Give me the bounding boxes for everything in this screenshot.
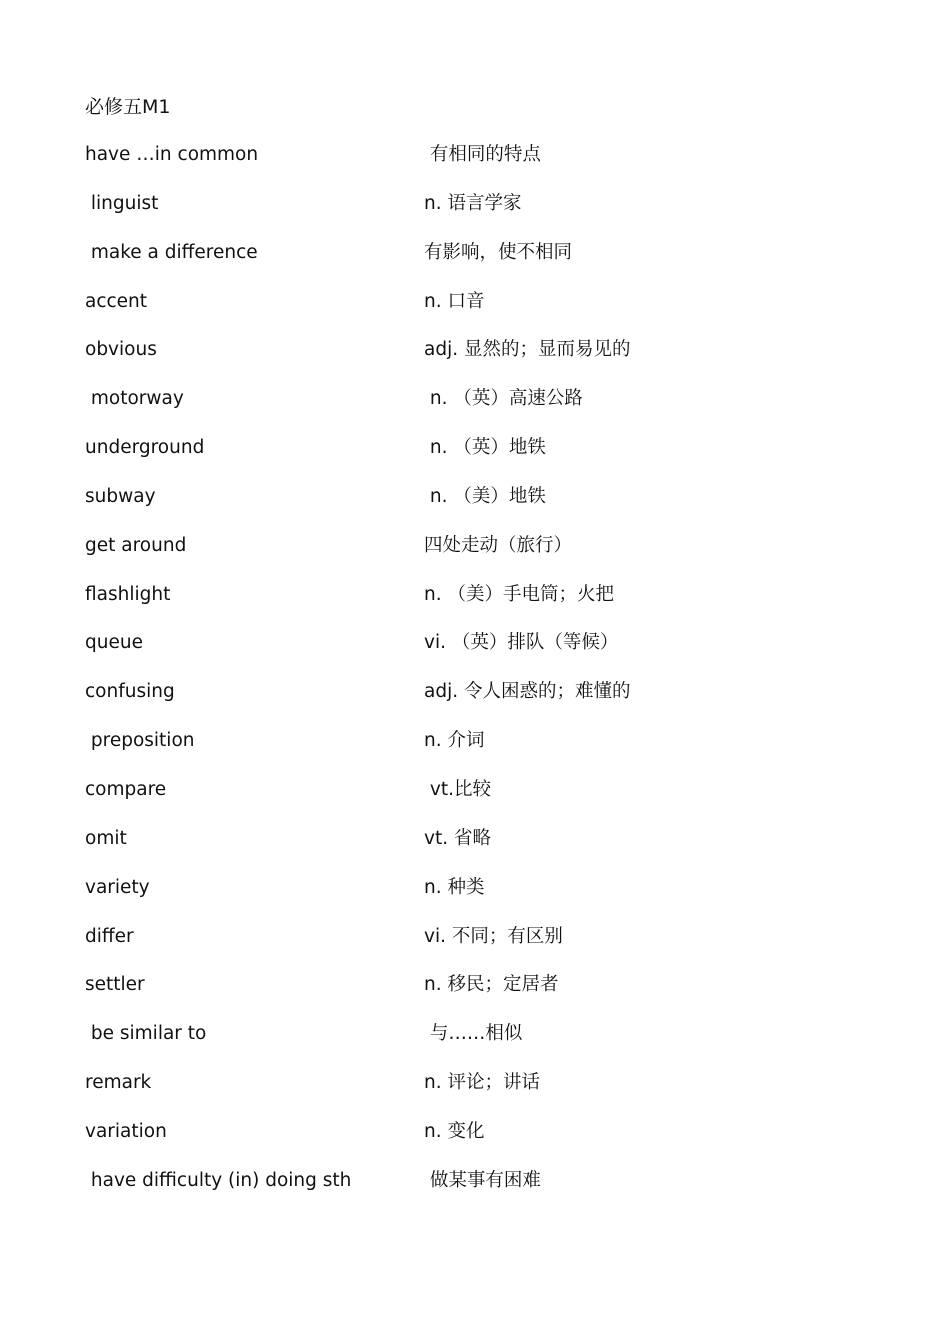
chinese-meaning: n. 介词: [424, 730, 485, 752]
english-term: get around: [85, 534, 187, 556]
list-item: [0, 1021, 950, 1070]
list-item: [0, 972, 950, 1021]
list-item: [0, 1168, 950, 1217]
list-item: [0, 240, 950, 289]
chinese-meaning: vt. 省略: [424, 827, 491, 849]
english-term: variation: [85, 1120, 167, 1142]
chinese-meaning: vi. （英）排队（等候）: [424, 632, 619, 654]
english-term: flashlight: [85, 583, 171, 605]
chinese-meaning: n. （英）地铁: [424, 437, 546, 459]
list-item: [0, 777, 950, 826]
english-term: variety: [85, 876, 150, 898]
english-term: have …in common: [85, 144, 259, 165]
chinese-meaning: n. （美）地铁: [424, 485, 546, 507]
page-title: 必修五M1: [85, 96, 171, 118]
chinese-meaning: 有相同的特点: [424, 144, 541, 165]
list-item: [0, 826, 950, 875]
list-item: [0, 875, 950, 924]
chinese-meaning: n. 评论；讲话: [424, 1072, 540, 1094]
list-item: [0, 1070, 950, 1119]
chinese-meaning: n. （美）手电筒；火把: [424, 583, 614, 605]
list-item: [0, 484, 950, 533]
chinese-meaning: n. 变化: [424, 1120, 485, 1142]
chinese-meaning: 四处走动（旅行）: [424, 534, 573, 556]
list-item: [0, 435, 950, 484]
list-item: [0, 337, 950, 386]
english-term: accent: [85, 290, 148, 312]
english-term: have difficulty (in) doing sth: [85, 1169, 352, 1191]
list-item: [0, 630, 950, 679]
list-item: [0, 582, 950, 631]
chinese-meaning: adj. 显然的；显而易见的: [424, 339, 631, 361]
english-term: subway: [85, 485, 156, 507]
chinese-meaning: 与……相似: [424, 1023, 523, 1045]
english-term: obvious: [85, 339, 157, 361]
chinese-meaning: vi. 不同；有区别: [424, 925, 563, 947]
list-item: [0, 191, 950, 240]
english-term: make a difference: [85, 241, 258, 263]
english-term: be similar to: [85, 1023, 207, 1045]
list-item: [0, 679, 950, 728]
list-item: [0, 386, 950, 435]
list-item: [0, 924, 950, 973]
list-item: [0, 533, 950, 582]
english-term: compare: [85, 778, 167, 800]
list-item: [0, 289, 950, 338]
english-term: remark: [85, 1072, 152, 1094]
english-term: differ: [85, 925, 134, 947]
list-item: [0, 728, 950, 777]
chinese-meaning: n. 语言学家: [424, 192, 522, 214]
chinese-meaning: n. 口音: [424, 290, 485, 312]
english-term: linguist: [85, 192, 159, 214]
english-term: queue: [85, 632, 143, 654]
english-term: settler: [85, 974, 145, 996]
chinese-meaning: 做某事有困难: [424, 1169, 541, 1191]
english-term: underground: [85, 437, 205, 459]
chinese-meaning: 有影响，使不相同: [424, 241, 573, 263]
english-term: omit: [85, 827, 127, 849]
list-item: [0, 142, 950, 191]
english-term: confusing: [85, 681, 175, 703]
chinese-meaning: adj. 令人困惑的；难懂的: [424, 681, 631, 703]
chinese-meaning: vt.比较: [424, 778, 491, 800]
list-item: [0, 1119, 950, 1168]
vocabulary-list: [0, 142, 950, 1217]
chinese-meaning: n. （英）高速公路: [424, 388, 583, 410]
english-term: preposition: [85, 730, 195, 752]
chinese-meaning: n. 移民；定居者: [424, 974, 559, 996]
chinese-meaning: n. 种类: [424, 876, 485, 898]
english-term: motorway: [85, 388, 184, 410]
